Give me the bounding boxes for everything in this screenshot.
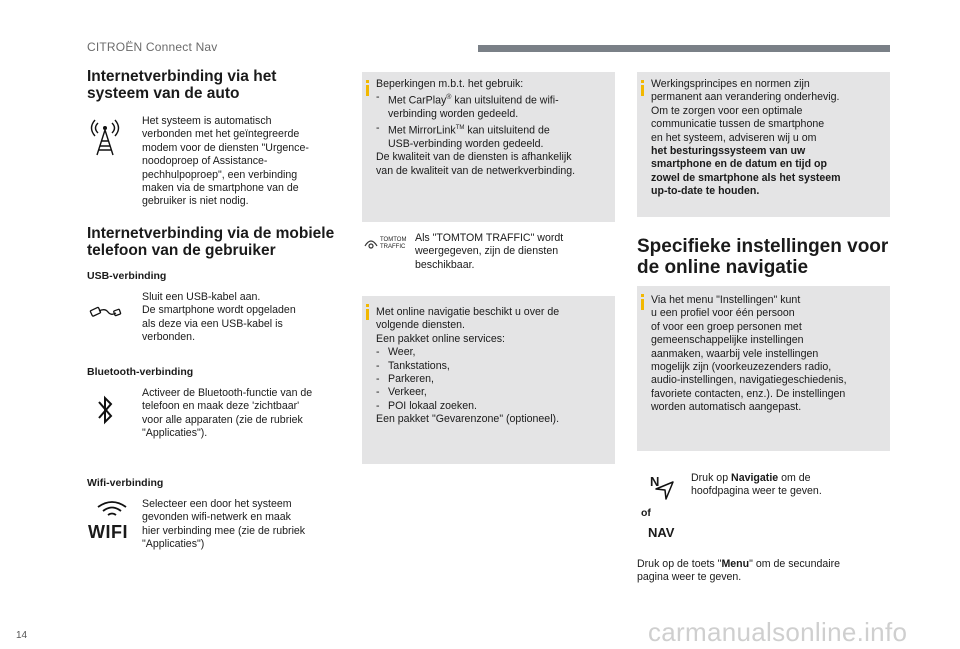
heading-specific-settings: Specifieke instellingen voor de online navigatie [637,236,889,278]
online-services-panel: Met online navigatie beschikt u over de volgende diensten. Een pakket online services: - Weer, - Tankstations, - Parkeren, - Verkeer, - POI lokaal zoeken. Een pakket "Gevarenzone" (optioneel). [362,296,615,464]
list-item: - Verkeer, [376,386,427,399]
wifi-icon-label: WIFI [88,522,128,542]
usb-cable-icon [88,300,122,326]
info-icon [366,304,369,320]
wifi-icon [94,500,130,516]
menu-instruction: Druk op de toets "Menu" om de secundaire pagina weer te geven. [637,558,841,584]
heading-system-connection: Internetverbinding via het systeem van de auto [87,68,277,102]
list-item: - Tankstations, [376,359,450,372]
tomtom-text: Als "TOMTOM TRAFFIC" wordt weergegeven, zijn de diensten beschikbaar. [415,232,564,271]
nav-button-label: NAV [648,525,675,540]
principles-panel: Werkingsprincipes en normen zijn permanent aan verandering onderhevig. Om te zorgen voor een optimale communicatie tussen de smartphone en het systeem, adviseren wij u om het besturingssysteem van uw smartphone en de datum en tijd op zowel de smartphone als het systeem up-to-date te houden. [637,72,890,217]
tomtom-logo: TOMTOM TRAFFIC [380,237,407,250]
bluetooth-text: Activeer de Bluetooth-functie van de telefoon en maak deze 'zichtbaar' voor alle apparaten (zie de rubriek "Applicaties"). [142,387,313,440]
info-icon [366,80,369,96]
list-item: - POI lokaal zoeken. [376,399,477,412]
wifi-text: Selecteer een door het systeem gevonden wifi-netwerk en maak hier verbinding mee (zie de rubriek "Applicaties") [142,498,306,551]
navigation-arrow-icon [654,480,676,502]
page-number: 14 [16,630,28,641]
info-icon [641,294,644,310]
list-item: - Weer, [376,346,416,359]
usb-text: Sluit een USB-kabel aan. De smartphone wordt opgeladen als deze via een USB-kabel is verbonden. [142,291,296,344]
info-icon [641,80,644,96]
bluetooth-icon [96,393,116,427]
nav-instruction: Druk op Navigatie om de hoofdpagina weer te geven. [691,472,822,498]
carplay-item: - Met CarPlay® kan uitsluitend de wifi- verbinding worden gedeeld. [376,91,559,121]
system-connection-text: Het systeem is automatisch verbonden met het geïntegreerde modem voor de diensten "Urgence- noodoproep of Assistance- pechhulpoproep", een verbinding maken via de smartphone van de gebruiker is niet nodig. [142,115,309,208]
usage-limits-panel: Beperkingen m.b.t. het gebruik: - Met CarPlay® kan uitsluitend de wifi- verbinding worden gedeeld. - Met MirrorLink™ kan uitsluitend de USB-verbinding worden gedeeld. De kwaliteit van de diensten is afhankelijk van de kwaliteit van de netwerkverbinding. [362,72,615,222]
heading-phone-connection: Internetverbinding via de mobiele telefoon van de gebruiker [87,225,335,259]
nav-n-label: N [650,474,660,489]
nav-or-text: of [641,507,651,519]
header-bar [478,45,890,52]
settings-panel: Via het menu "Instellingen" kunt u een profiel voor één persoon of voor een groep personen met gemeenschappelijke instellingen aanmaken, waarbij vele instellingen mogelijk zijn (voorkeuzezenders radio, audio-instellingen, navigatiegeschiedenis, favoriete contacten, enz.). De instellingen worden automatisch aangepast. [637,286,890,451]
header-brand: CITROËN Connect Nav [87,40,218,54]
wifi-title: Wifi-verbinding [87,477,164,489]
bluetooth-title: Bluetooth-verbinding [87,366,194,378]
usb-title: USB-verbinding [87,270,167,282]
mirrorlink-item: - Met MirrorLink™ kan uitsluitend de USB-verbinding worden gedeeld. [376,121,550,150]
list-item: - Parkeren, [376,373,434,386]
watermark: carmanualsonline.info [648,617,908,647]
antenna-icon [88,117,122,157]
tomtom-traffic-icon [364,236,378,250]
